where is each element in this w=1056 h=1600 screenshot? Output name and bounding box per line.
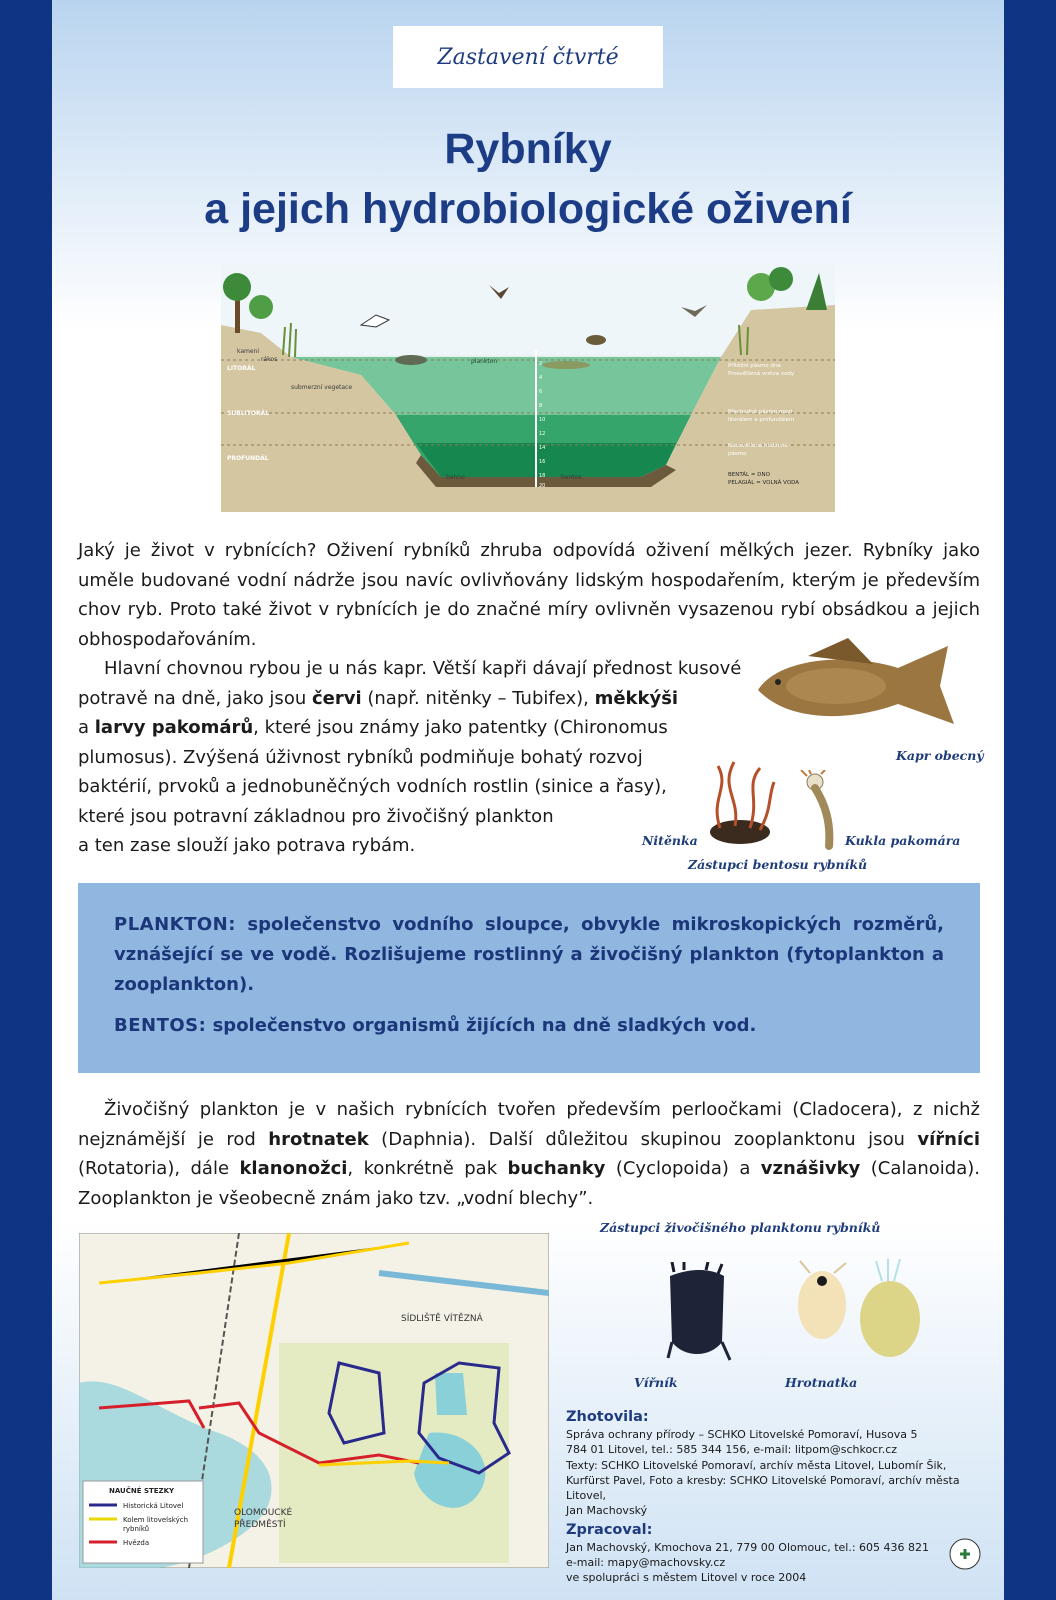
zone-label-sublitoral: SUBLITORÁL bbox=[227, 410, 270, 417]
tubifex-illustration bbox=[700, 758, 780, 848]
daphnia-illustration bbox=[790, 1255, 930, 1375]
credits-line: 784 01 Litovel, tel.: 585 344 156, e-mail: litpom@schkocr.cz bbox=[566, 1443, 898, 1457]
depth-tick: 4 bbox=[539, 375, 543, 381]
map-district-predmesti: PŘEDMĚSTÍ bbox=[234, 1520, 286, 1530]
map-legend-ponds-2: rybníků bbox=[123, 1525, 150, 1533]
depth-tick: 20 bbox=[539, 483, 546, 489]
credits-line: e-mail: mapy@machovsky.cz bbox=[566, 1556, 726, 1570]
intro-paragraph: Jaký je život v rybnících? Oživení rybníků zhruba odpovídá oživení mělkých jezer. Rybníky jako uměle budované vodní nádrže jsou navíc ovlivňovány lidským hospodařením, kterým je především chov ryb. Proto také život v rybnících je do značné míry ovlivněn vysazenou rybí obsádkou a jejich obhospodařováním. bbox=[78, 540, 980, 650]
map-legend-title: NAUČNÉ STEZKY bbox=[109, 1487, 175, 1495]
plankton-definition: PLANKTON: společenstvo vodního sloupce, obvykle mikroskopických rozměrů, vznášející se ve vodě. Rozlišujeme rostlinný a živočišný plankton (fytoplankton a zooplankton). bbox=[114, 914, 944, 995]
label-plankton: plankton bbox=[471, 358, 498, 365]
stop-label: Zastavení čtvrté bbox=[393, 26, 663, 88]
pond-cross-section-diagram bbox=[221, 265, 835, 512]
map-legend-historic: Historická Litovel bbox=[123, 1502, 184, 1510]
depth-tick: 14 bbox=[539, 445, 546, 451]
label-right2: Přechodné pásmo mezi bbox=[728, 409, 793, 415]
carp-line: potravě na dně, jako jsou červi (např. nitěnky – Tubifex), měkkýši bbox=[78, 687, 679, 709]
definitions-box bbox=[78, 883, 980, 1073]
carp-line: a larvy pakomárů, které jsou známy jako patentky (Chironomus bbox=[78, 717, 668, 738]
trail-map bbox=[79, 1233, 549, 1568]
credits-line: Jan Machovský, Kmochova 21, 779 00 Olomouc, tel.: 605 436 821 bbox=[566, 1540, 930, 1554]
page-title-line1: Rybníky bbox=[444, 125, 612, 173]
daphnia-caption: Hrotnatka bbox=[785, 1375, 858, 1390]
depth-tick: 16 bbox=[539, 459, 546, 465]
credits-proc-heading: Zpracoval: bbox=[566, 1521, 653, 1538]
label-bahno: bahno bbox=[446, 474, 465, 481]
depth-tick: 6 bbox=[539, 389, 543, 395]
credits-line: Kurfürst Pavel, Foto a kresby: SCHKO Litovelské Pomoraví, archív města Litovel, bbox=[566, 1473, 960, 1503]
map-district-olomoucke: OLOMOUCKÉ bbox=[234, 1508, 293, 1518]
machovsky-seal-logo bbox=[948, 1537, 982, 1571]
label-bentos: bentos bbox=[561, 474, 582, 481]
carp-caption: Kapr obecný bbox=[896, 748, 984, 763]
credits-line: Správa ochrany přírody – SCHKO Litovelské Pomoraví, Husova 5 bbox=[566, 1428, 918, 1441]
zone-label-profundal: PROFUNDÁL bbox=[227, 455, 269, 462]
depth-tick: 10 bbox=[539, 417, 546, 423]
depth-tick: 18 bbox=[539, 473, 546, 479]
label-right2b: litorálem a profundálem bbox=[728, 417, 795, 423]
carp-line: a ten zase slouží jako potrava rybám. bbox=[78, 835, 416, 856]
credits-line: Jan Machovský bbox=[566, 1504, 648, 1518]
left-border-bar bbox=[0, 0, 52, 1600]
rotifer-illustration bbox=[660, 1262, 740, 1372]
benthos-caption: Zástupci bentosu rybníků bbox=[688, 857, 868, 872]
carp-line: Hlavní chovnou rybou je u nás kapr. Větší kapři dávají přednost kusové bbox=[104, 658, 742, 679]
label-right1: Přítěžní pásmo dna bbox=[728, 363, 781, 369]
bentos-definition: BENTOS: společenstvo organismů žijících na dně sladkých vod. bbox=[114, 1015, 757, 1036]
zone-label-litoral: LITORÁL bbox=[227, 365, 256, 372]
rotifer-caption: Vířník bbox=[634, 1375, 678, 1390]
pupa-caption: Kukla pakomára bbox=[845, 833, 961, 848]
carp-line: plumosus). Zvýšená úživnost rybníků podmiňuje bohatý rozvoj bbox=[78, 746, 643, 768]
zooplankton-paragraph: Živočišný plankton je v našich rybnících tvořen především perloočkami (Cladocera), z nichž nejznámější je rod hrotnatek (Daphnia). Další důležitou skupinou zooplanktonu jsou vířníci (Rotatoria), dále klanonožci, konkrétně pak buchanky (Cyclopoida) a vznášivky (Calanoida). Zooplankton je všeobecně znám jako tzv. „vodní blechy”. bbox=[78, 1099, 981, 1209]
depth-tick: 12 bbox=[539, 431, 546, 437]
depth-tick: 2 bbox=[539, 361, 543, 367]
label-right3: Neosvětlené hlubinné bbox=[728, 443, 788, 449]
label-rakos: rákos bbox=[261, 356, 278, 363]
map-legend-ponds: Kolem litovelských bbox=[123, 1516, 189, 1524]
page-title-line2: a jejich hydrobiologické oživení bbox=[204, 185, 852, 233]
right-border-bar bbox=[1004, 0, 1056, 1600]
credits-line: Texty: SCHKO Litovelské Pomoraví, archív města Litovel, Lubomír Šik, bbox=[566, 1458, 947, 1472]
label-kameni: kameni bbox=[237, 348, 260, 355]
carp-paragraph bbox=[78, 654, 798, 861]
legend-bental: BENTÁL = DNO bbox=[728, 472, 770, 478]
carp-line: baktérií, prvoků a jednobuněčných vodních rostlin (sinice a řasy), bbox=[78, 776, 667, 797]
map-district-vitezna: SÍDLIŠTĚ VÍTĚZNÁ bbox=[401, 1314, 483, 1324]
label-submerzni: submerzní vegetace bbox=[291, 384, 353, 391]
credits-block bbox=[566, 1408, 996, 1586]
carp-illustration bbox=[748, 638, 958, 738]
carp-line: které jsou potravní základnou pro živočišný plankton bbox=[78, 805, 554, 827]
depth-tick: 8 bbox=[539, 403, 543, 409]
tubifex-caption: Nitěnka bbox=[642, 833, 698, 848]
map-legend-star: Hvězda bbox=[123, 1539, 150, 1547]
credits-line: ve spolupráci s městem Litovel v roce 2004 bbox=[566, 1571, 807, 1585]
legend-pelagial: PELAGIÁL = VOLNÁ VODA bbox=[728, 480, 800, 486]
label-right1b: Prosvětlená vrstva vody bbox=[728, 371, 795, 377]
credits-made-heading: Zhotovila: bbox=[566, 1409, 649, 1425]
label-right3b: pásmo bbox=[728, 451, 747, 457]
zooplankton-caption: Zástupci živočišného planktonu rybníků bbox=[600, 1220, 881, 1235]
